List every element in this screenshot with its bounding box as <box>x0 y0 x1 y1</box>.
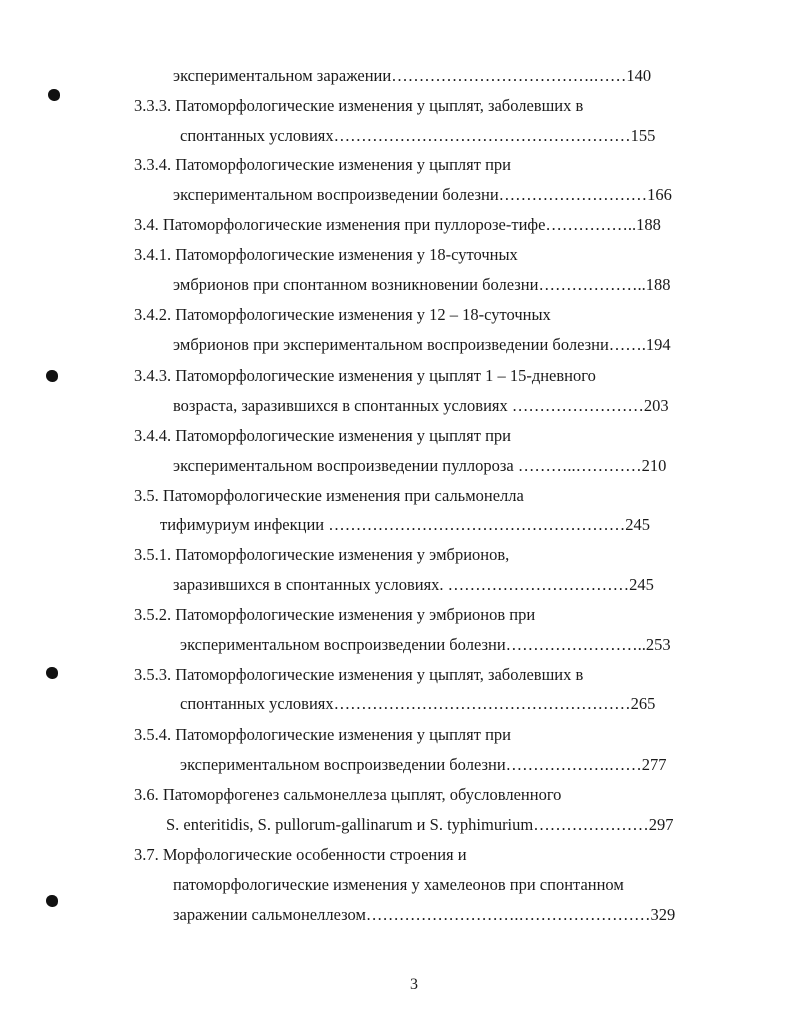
toc-line-25: 3.6. Патоморфогенез сальмонеллеза цыплят, обусловленного <box>134 785 562 804</box>
toc-line-12: возраста, заразившихся в спонтанных условиях ……………………203 <box>173 396 669 415</box>
toc-line-17: 3.5.1. Патоморфологические изменения у эмбрионов, <box>134 545 510 564</box>
toc-line-8: эмбрионов при спонтанном возникновении болезни………………..188 <box>173 275 671 294</box>
toc-line-4: 3.3.4. Патоморфологические изменения у цыплят при <box>134 155 511 174</box>
toc-line-28: патоморфологические изменения у хамелеонов при спонтанном <box>173 875 624 894</box>
toc-line-21: 3.5.3. Патоморфологические изменения у цыплят, заболевших в <box>134 665 584 684</box>
toc-line-9: 3.4.2. Патоморфологические изменения у 12 – 18-суточных <box>134 305 551 324</box>
binder-hole-1 <box>48 89 60 101</box>
toc-line-1: экспериментальном заражении……………………………….……140 <box>173 66 652 85</box>
toc-line-15: 3.5. Патоморфологические изменения при сальмонелла <box>134 486 524 505</box>
toc-line-29: заражении сальмонеллезом……………………….……………………329 <box>173 905 676 924</box>
toc-line-3: спонтанных условиях………………………………………………155 <box>180 126 656 145</box>
toc-line-10: эмбрионов при экспериментальном воспроизведении болезни…….194 <box>173 335 671 354</box>
toc-line-13: 3.4.4. Патоморфологические изменения у цыплят при <box>134 426 511 445</box>
toc-line-27: 3.7. Морфологические особенности строения и <box>134 845 467 864</box>
toc-line-6: 3.4. Патоморфологические изменения при пуллорозе-тифе……………..188 <box>134 215 661 234</box>
toc-line-22: спонтанных условиях………………………………………………265 <box>180 694 656 713</box>
toc-line-19: 3.5.2. Патоморфологические изменения у эмбрионов при <box>134 605 536 624</box>
toc-line-20: экспериментальном воспроизведении болезни……………………..253 <box>180 635 671 654</box>
binder-hole-4 <box>46 895 58 907</box>
binder-hole-3 <box>46 667 58 679</box>
page-number: 3 <box>410 976 418 993</box>
toc-line-23: 3.5.4. Патоморфологические изменения у цыплят при <box>134 725 511 744</box>
toc-line-7: 3.4.1. Патоморфологические изменения у 18-суточных <box>134 245 518 264</box>
toc-line-5: экспериментальном воспроизведении болезни………………………166 <box>173 185 672 204</box>
toc-line-26: S. enteritidis, S. pullorum-gallinarum и S. typhimurium…………………297 <box>166 815 674 834</box>
toc-line-11: 3.4.3. Патоморфологические изменения у цыплят 1 – 15-дневного <box>134 366 596 385</box>
toc-line-24: экспериментальном воспроизведении болезни……………….……277 <box>180 755 667 774</box>
binder-hole-2 <box>46 370 58 382</box>
toc-line-16: тифимуриум инфекции ………………………………………………245 <box>160 515 650 534</box>
toc-line-14: экспериментальном воспроизведении пуллороза ………..…………210 <box>173 456 667 475</box>
toc-line-2: 3.3.3. Патоморфологические изменения у цыплят, заболевших в <box>134 96 584 115</box>
toc-line-18: заразившихся в спонтанных условиях. ……………………………245 <box>173 575 654 594</box>
